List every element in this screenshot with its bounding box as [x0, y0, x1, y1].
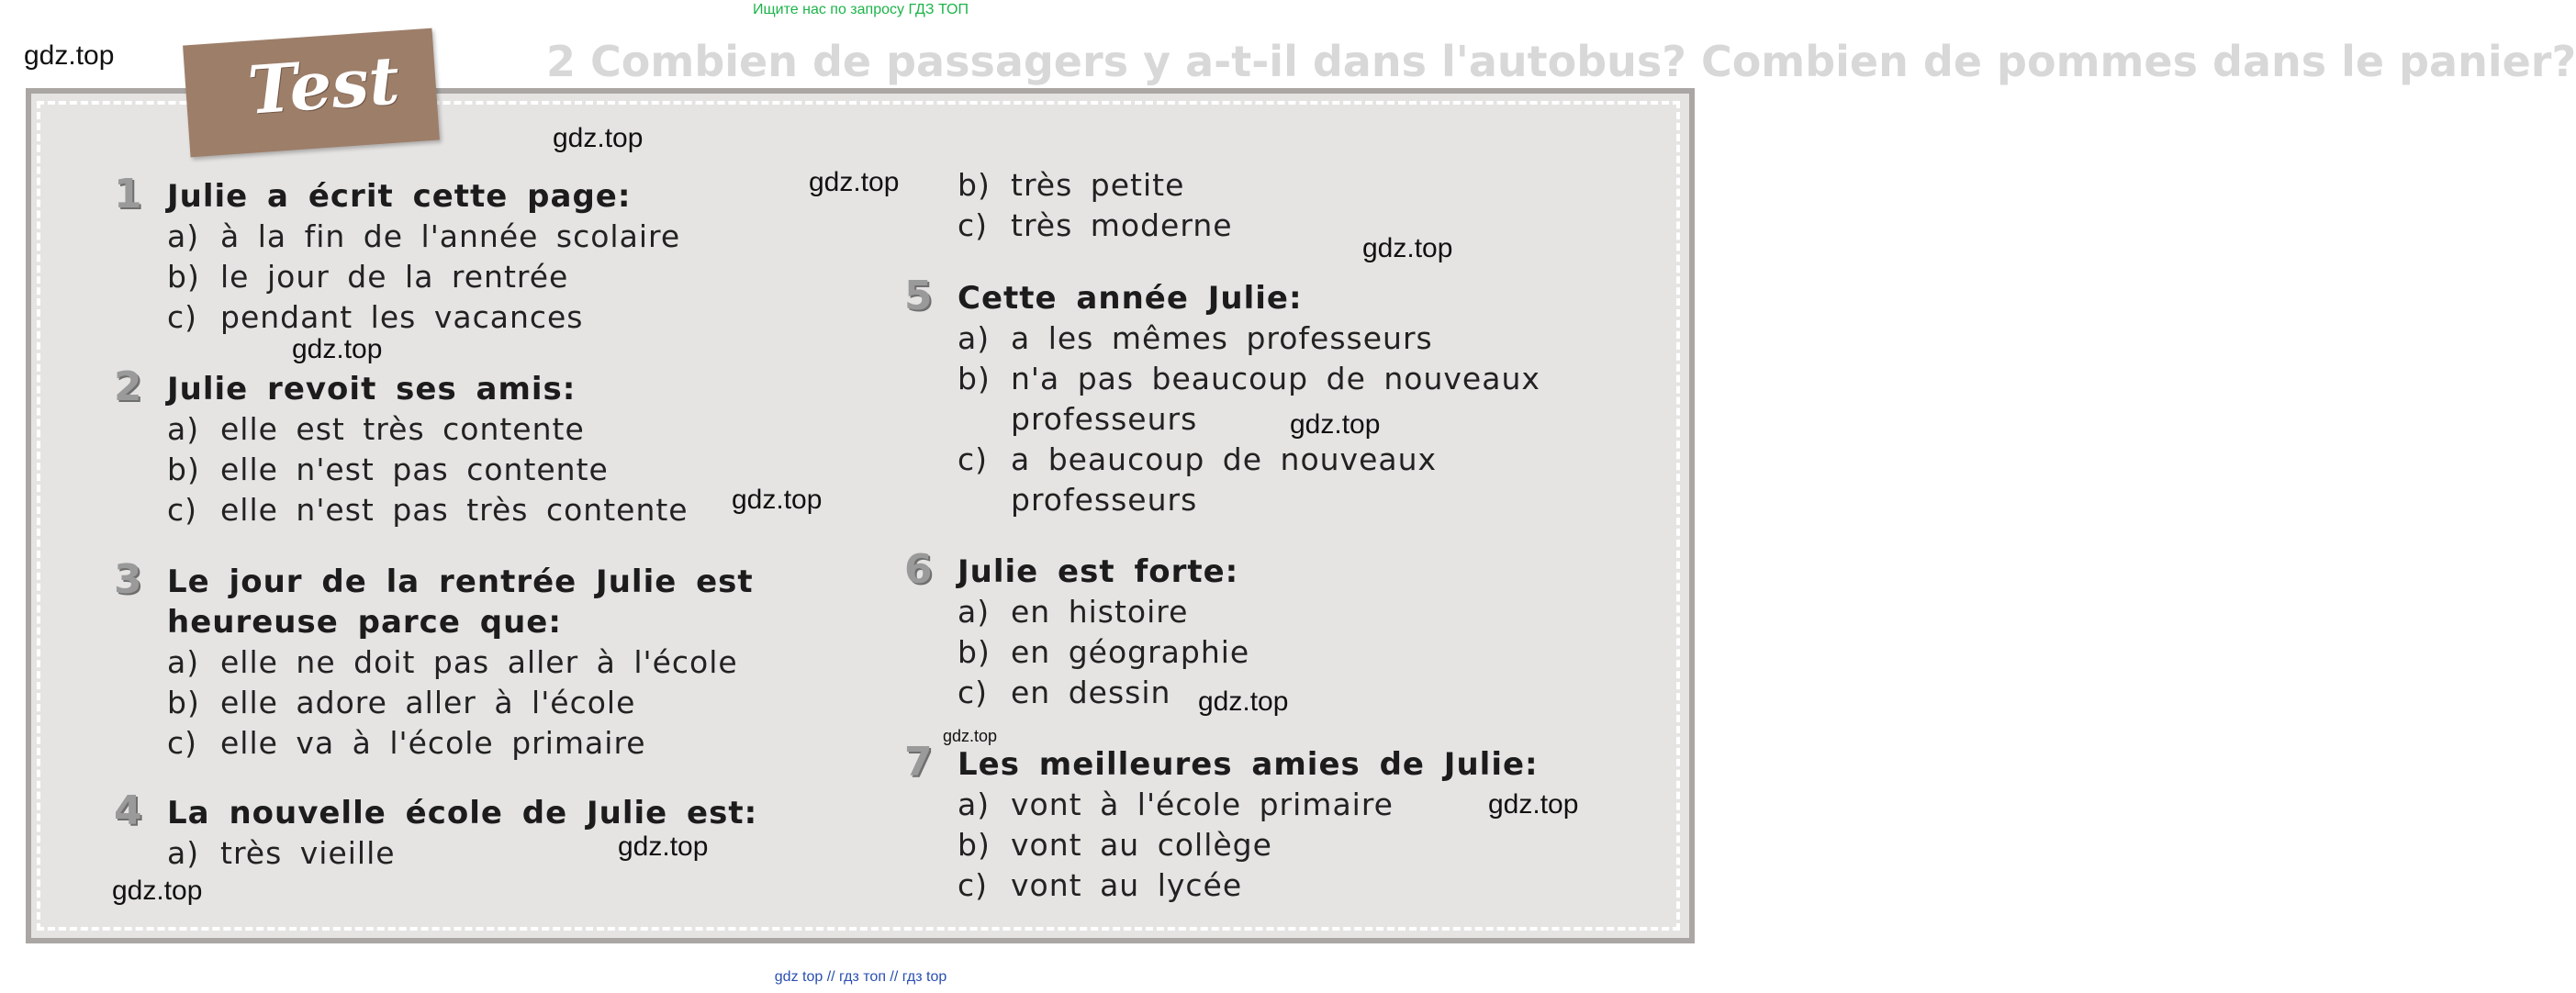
background-bleed-text: 2 Combien de passagers y a-t-il dans l'autobus? Combien de pommes dans le panier? — [546, 37, 2576, 86]
question-3 — [114, 556, 754, 764]
question-7 — [904, 739, 1539, 906]
watermark: gdz.top — [1198, 686, 1289, 717]
question-title: Julie a écrit cette page: — [167, 178, 632, 215]
question-number: 1 — [114, 171, 142, 218]
question-title: Cette année Julie: — [958, 280, 1303, 317]
question-title: La nouvelle école de Julie est: — [167, 795, 758, 831]
watermark: gdz.top — [732, 485, 823, 515]
watermark: gdz.top — [1290, 409, 1381, 440]
watermark: gdz.top — [809, 167, 900, 197]
question-title: Julie est forte: — [958, 553, 1239, 590]
option-a: a) à la fin de l'année scolaire — [167, 218, 681, 254]
option-a: a) vont à l'école primaire — [958, 787, 1394, 822]
watermark: gdz.top — [618, 831, 709, 862]
watermark: gdz.top — [943, 727, 998, 745]
question-1 — [114, 171, 681, 338]
option-a: a) elle ne doit pas aller à l'école — [167, 644, 738, 680]
watermark: gdz.top — [24, 40, 115, 71]
option-b: b) très petite — [958, 167, 1185, 203]
option-a: a) en histoire — [958, 594, 1189, 630]
option-b-continued: professeurs — [1011, 401, 1198, 437]
watermark: gdz.top — [1488, 789, 1579, 820]
page-title: Test — [245, 40, 402, 129]
option-a: a) très vieille — [167, 835, 396, 871]
option-c: c) elle n'est pas très contente — [167, 492, 689, 528]
option-a: a) a les mêmes professeurs — [958, 320, 1433, 356]
option-b: b) elle n'est pas contente — [167, 452, 609, 487]
top-banner: Ищите нас по запросу ГДЗ ТОП — [753, 2, 969, 17]
question-number: 2 — [114, 363, 142, 410]
option-b: b) en géographie — [958, 634, 1250, 670]
option-c-continued: professeurs — [1011, 482, 1198, 518]
option-c: c) en dessin — [958, 675, 1171, 710]
question-number: 6 — [904, 546, 933, 593]
question-number: 5 — [904, 273, 933, 319]
watermark: gdz.top — [112, 876, 203, 906]
option-c: c) très moderne — [958, 207, 1233, 243]
option-c: c) a beaucoup de nouveaux — [958, 441, 1438, 477]
question-title: Julie revoit ses amis: — [167, 371, 577, 407]
question-4-continued — [958, 165, 1233, 246]
option-b: b) n'a pas beaucoup de nouveaux — [958, 361, 1540, 396]
question-5 — [904, 273, 1540, 520]
option-b: b) vont au collège — [958, 827, 1272, 863]
option-b: b) elle adore aller à l'école — [167, 685, 636, 720]
watermark: gdz.top — [553, 123, 644, 153]
option-c: c) pendant les vacances — [167, 299, 584, 335]
option-c: c) elle va à l'école primaire — [167, 725, 646, 761]
question-2 — [114, 363, 689, 530]
option-c: c) vont au lycée — [958, 867, 1243, 903]
question-number: 3 — [114, 556, 142, 603]
question-number: 7 — [904, 739, 933, 786]
option-b: b) le jour de la rentrée — [167, 259, 569, 295]
question-title-line-1: Le jour de la rentrée Julie est — [167, 563, 754, 600]
question-number: 4 — [114, 787, 142, 834]
watermark: gdz.top — [292, 334, 383, 364]
question-title: Les meilleures amies de Julie: — [958, 746, 1539, 783]
watermark: gdz.top — [1362, 233, 1453, 263]
question-title-line-2: heureuse parce que: — [167, 604, 562, 641]
footer: gdz top // гдз топ // гдз top — [774, 969, 947, 985]
option-a: a) elle est très contente — [167, 411, 585, 447]
